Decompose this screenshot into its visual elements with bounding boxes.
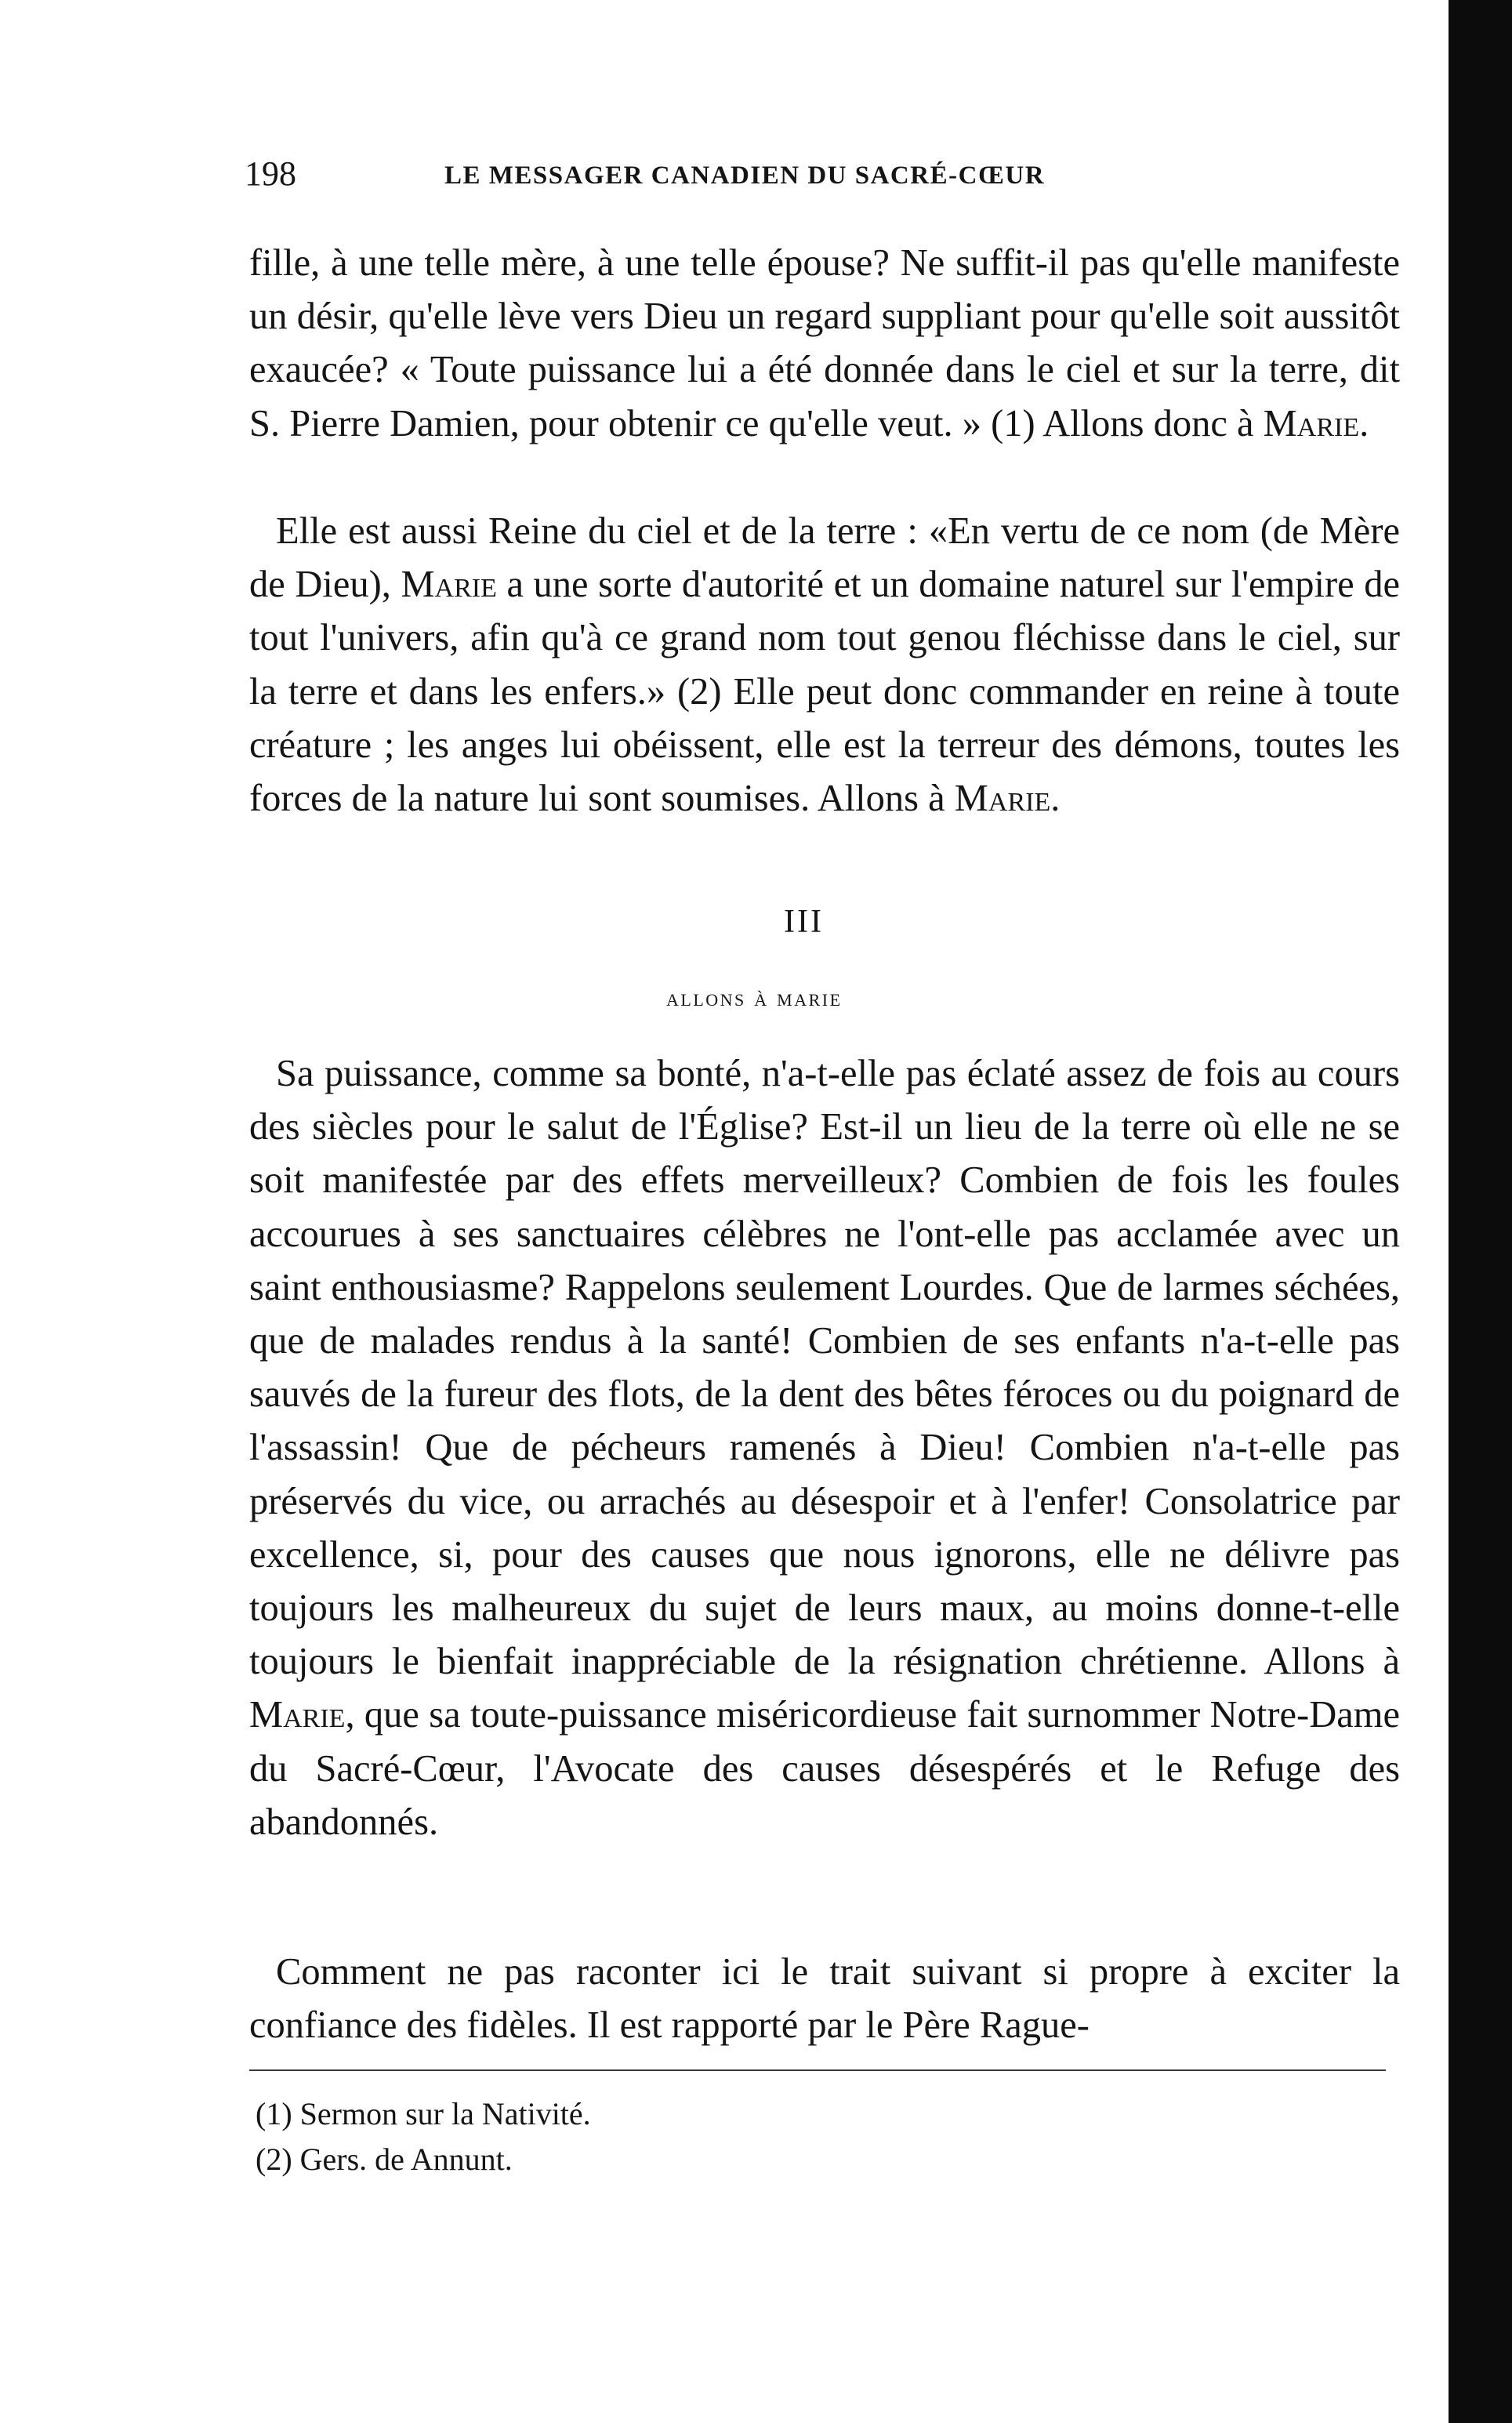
paragraph-2 bbox=[249, 505, 1400, 825]
paragraph-1 bbox=[249, 237, 1400, 451]
paragraph-3-part-a: Sa puissance, comme sa bonté, n'a-t-elle pas éclaté assez de fois au cours des siècles pour le salut de l'Église? Est-il un lieu de la terre où elle ne se soit manifestée par des effets merveilleux? Combien de fois les foules accourues à ses sanctuaires célèbres ne l'ont-elle pas acclamée avec un saint enthousiasme? Rappelons seulement Lourdes. Que de larmes séchées, que de malades rendus à la santé! Combien de ses enfants n'a-t-elle pas sauvés de la fureur des flots, de la dent des bêtes féroces ou du poignard de l'assassin! Que de pécheurs ramenés à Dieu! Combien n'a-t-elle pas préservés du vice, ou arrachés au désespoir et à l'enfer! Consolatrice par excellence, si, pour des causes que nous ignorons, elle ne délivre pas toujours les malheureux du sujet de leurs maux, au moins donne-t-elle toujours le bienfait inappréciable de la résignation chrétienne. Allons à bbox=[249, 1053, 1400, 1683]
footnote-divider bbox=[249, 2069, 1386, 2071]
paragraph-2-part-a: Elle est aussi Reine du ciel et de la terre : «En vertu de ce nom (de Mère de Dieu), bbox=[249, 510, 1400, 606]
page-header bbox=[245, 151, 1224, 198]
section-number: III bbox=[784, 904, 824, 940]
footnotes bbox=[256, 2091, 961, 2182]
scan-dark-edge bbox=[1449, 0, 1512, 2423]
page-number: 198 bbox=[245, 154, 296, 193]
marie-name: Marie bbox=[954, 778, 1051, 820]
paragraph-2-part-b: a une sorte d'autorité et un domaine naturel sur l'empire de tout l'univers, afin qu'à ce grand nom tout genou fléchisse dans le ciel, sur la terre et dans les enfers.» (2) Elle peut donc commander en reine à toute créature ; les anges lui obéissent, elle est la terreur des démons, toutes les forces de la nature lui sont soumises. Allons à bbox=[249, 564, 1400, 820]
paragraph-2-end: . bbox=[1050, 778, 1061, 820]
paragraph-1-text: fille, à une telle mère, à une telle épouse? Ne suffit-il pas qu'elle manifeste un désir, qu'elle lève vers Dieu un regard suppliant pour qu'elle soit aussitôt exaucée? « Toute puissance lui a été donnée dans le ciel et sur la terre, dit S. Pierre Damien, pour obtenir ce qu'elle veut. » (1) Allons donc à bbox=[249, 242, 1400, 444]
paragraph-3 bbox=[249, 1047, 1400, 1849]
marie-name: Marie bbox=[1263, 402, 1360, 444]
paragraph-1-end: . bbox=[1359, 402, 1369, 444]
running-title: LE MESSAGER CANADIEN DU SACRÉ-CŒUR bbox=[444, 161, 1046, 190]
marie-name: Marie bbox=[401, 564, 497, 606]
footnote-2: (2) Gers. de Annunt. bbox=[256, 2142, 513, 2177]
paragraph-3-part-b: , que sa toute-puissance miséricordieuse fait surnommer Notre-Dame du Sacré-Cœur, l'Avocate des causes désespérés et le Refuge des abandonnés. bbox=[249, 1694, 1400, 1843]
paragraph-4: Comment ne pas raconter ici le trait suivant si propre à exciter la confiance des fidèles. Il est rapporté par le Père Rague- bbox=[249, 1951, 1400, 2047]
section-title: allons à marie bbox=[666, 983, 843, 1011]
footnote-1: (1) Sermon sur la Nativité. bbox=[256, 2096, 591, 2131]
marie-name: Marie bbox=[249, 1694, 346, 1736]
